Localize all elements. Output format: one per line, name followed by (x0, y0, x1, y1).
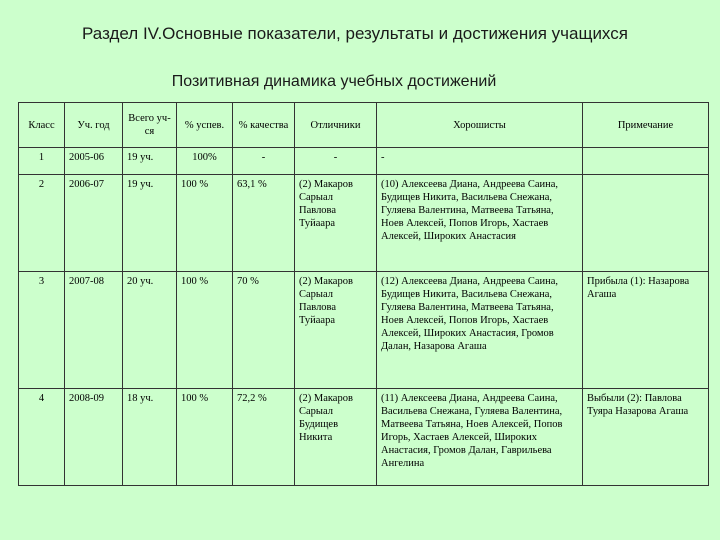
cell-year: 2006-07 (65, 175, 123, 272)
section-title: Раздел IV.Основные показатели, результаты и достижения учащихся (82, 24, 628, 43)
cell-progress: 100 % (177, 272, 233, 389)
cell-total: 20 уч. (123, 272, 177, 389)
header-progress: % успев. (177, 103, 233, 148)
cell-class: 1 (19, 148, 65, 175)
cell-class: 4 (19, 389, 65, 486)
cell-quality: 63,1 % (233, 175, 295, 272)
cell-excellent: (2) Макаров Сарыал Будищев Никита (295, 389, 377, 486)
cell-excellent: - (295, 148, 377, 175)
cell-year: 2008-09 (65, 389, 123, 486)
cell-note: Выбыли (2): Павлова Туяра Назарова Агаша (583, 389, 709, 486)
cell-quality: 70 % (233, 272, 295, 389)
page-subtitle: Позитивная динамика учебных достижений (171, 73, 497, 90)
cell-good: (11) Алексеева Диана, Андреева Саина, Васильева Снежана, Гуляева Валентина, Матвеева Татьяна, Ноев Алексей, Попов Игорь, Хастаев Алексей, Широких Анастасия, Громов Далан, Гаврильева Ангелина (377, 389, 583, 486)
cell-total: 19 уч. (123, 148, 177, 175)
header-total: Всего уч-ся (123, 103, 177, 148)
cell-note: Прибыла (1): Назарова Агаша (583, 272, 709, 389)
cell-good: (12) Алексеева Диана, Андреева Саина, Будищев Никита, Васильева Снежана, Гуляева Валентина, Матвеева Татьяна, Ноев Алексей, Попов Игорь, Хастаев Алексей, Широких Анастасия, Громов Далан, Назарова Агаша (377, 272, 583, 389)
cell-quality: 72,2 % (233, 389, 295, 486)
table-row (19, 272, 709, 389)
table-row (19, 389, 709, 486)
header-excellent: Отличники (295, 103, 377, 148)
cell-progress: 100 % (177, 175, 233, 272)
header-quality: % качества (233, 103, 295, 148)
achievements-table (18, 102, 709, 486)
cell-quality: - (233, 148, 295, 175)
cell-good: (10) Алексеева Диана, Андреева Саина, Будищев Никита, Васильева Снежана, Гуляева Валентина, Матвеева Татьяна, Ноев Алексей, Попов Игорь, Хастаев Алексей, Широких Анастасия (377, 175, 583, 272)
cell-excellent: (2) Макаров Сарыал Павлова Туйаара (295, 272, 377, 389)
table-row (19, 175, 709, 272)
cell-excellent: (2) Макаров Сарыал Павлова Туйаара (295, 175, 377, 272)
table-row (19, 148, 709, 175)
cell-year: 2007-08 (65, 272, 123, 389)
cell-good: - (377, 148, 583, 175)
header-note: Примечание (583, 103, 709, 148)
header-class: Класс (19, 103, 65, 148)
cell-class: 2 (19, 175, 65, 272)
cell-year: 2005-06 (65, 148, 123, 175)
header-year: Уч. год (65, 103, 123, 148)
cell-progress: 100% (177, 148, 233, 175)
cell-note (583, 175, 709, 272)
cell-total: 18 уч. (123, 389, 177, 486)
cell-total: 19 уч. (123, 175, 177, 272)
header-good: Хорошисты (377, 103, 583, 148)
cell-class: 3 (19, 272, 65, 389)
cell-progress: 100 % (177, 389, 233, 486)
cell-note (583, 148, 709, 175)
table-header-row (19, 103, 709, 148)
